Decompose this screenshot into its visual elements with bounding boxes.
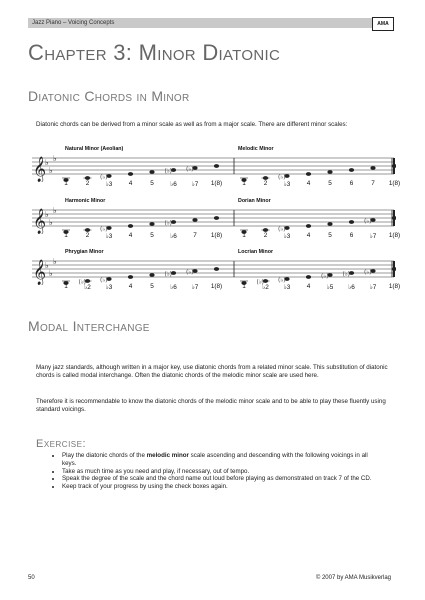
note-head	[306, 224, 311, 228]
key-signature-flat-icon: ♭	[53, 257, 57, 266]
note-head	[128, 224, 133, 228]
scale-degree: ♭6	[348, 284, 355, 291]
scale-label: Natural Minor (Aeolian)	[65, 146, 124, 152]
exercise-item: • Speak the degree of the scale and the chord name out loud before playing as demonstrated on track 7 of the CD.	[62, 475, 382, 483]
key-signature-flat-icon: ♭	[45, 158, 49, 167]
note-head	[192, 218, 197, 222]
treble-clef-icon: 𝄞	[33, 260, 47, 285]
intro-paragraph: Diatonic chords can be derived from a minor scale as well as from a major scale. There are different minor scales:	[36, 121, 348, 128]
note-head	[306, 172, 311, 176]
copyright: © 2007 by AMA Musikverlag	[315, 575, 391, 581]
scale-degree: 5	[328, 180, 332, 187]
flat-accidental-icon: (♭)	[342, 271, 351, 278]
scale-degree: 4	[128, 283, 133, 290]
section-title-modal-interchange: Modal Interchange	[28, 318, 150, 334]
note-head	[392, 164, 396, 168]
flat-accidental-icon: (♭)	[278, 277, 286, 284]
section-title-diatonic: Diatonic Chords in Minor	[28, 88, 190, 104]
note-head	[349, 168, 354, 172]
flat-accidental-icon: (♭)	[278, 226, 286, 233]
scale-degree: ♭2	[84, 284, 91, 291]
flat-accidental-icon: (♭)	[256, 279, 265, 285]
note-head	[128, 275, 133, 279]
scale-label: Harmonic Minor	[65, 198, 106, 204]
scale-degree: 4	[128, 180, 133, 187]
treble-clef-icon: 𝄞	[33, 157, 47, 182]
flat-accidental-icon: (♭)	[364, 218, 372, 225]
key-signature-flat-icon: ♭	[49, 269, 53, 278]
scale-degree: 5	[150, 232, 154, 239]
scale-degree: ♭3	[283, 233, 291, 240]
scale-degree: 2	[85, 180, 90, 187]
scale-degree: ♭3	[105, 284, 113, 291]
note-head	[349, 220, 354, 224]
exercise-list	[54, 452, 382, 491]
scale-degree: 1(8)	[388, 180, 401, 187]
scale-degree: 2	[85, 232, 90, 239]
note-head	[149, 222, 154, 226]
note-head	[370, 166, 375, 170]
scale-degree: ♭3	[283, 284, 291, 291]
scale-degree: 1(8)	[210, 232, 223, 239]
scale-degree: 6	[349, 180, 354, 187]
flat-accidental-icon: (♭)	[364, 269, 372, 276]
staff-row-3	[28, 249, 401, 297]
flat-accidental-icon: (♭)	[100, 174, 108, 181]
scale-degree: 1	[64, 232, 68, 239]
scale-degree: 5	[150, 283, 154, 290]
key-signature-flat-icon: ♭	[45, 210, 49, 219]
scale-degree: 1	[242, 180, 246, 187]
scale-degree: 2	[263, 180, 268, 187]
scale-degree: ♭7	[369, 233, 377, 240]
note-head	[327, 222, 332, 226]
scale-label: Melodic Minor	[238, 146, 274, 152]
note-head	[392, 267, 396, 271]
staff-row-2	[28, 198, 401, 246]
staff-notation	[28, 204, 396, 234]
flat-accidental-icon: (♭)	[186, 166, 194, 173]
scale-label: Dorian Minor	[238, 198, 271, 204]
scale-degree: 6	[349, 232, 354, 239]
flat-accidental-icon: (♭)	[164, 271, 173, 278]
scale-degree: ♭7	[369, 284, 377, 291]
scale-degree: ♭6	[170, 284, 177, 291]
page-number: 50	[28, 575, 35, 581]
staff-notation	[28, 255, 396, 285]
flat-accidental-icon: (♭)	[164, 168, 173, 175]
running-header: Jazz Piano – Voicing Concepts	[28, 18, 390, 28]
scale-degree: 5	[328, 232, 332, 239]
key-signature-flat-icon: ♭	[45, 261, 49, 270]
scale-degree: 5	[150, 180, 154, 187]
exercise-heading: Exercise:	[36, 438, 87, 450]
key-signature-flat-icon: ♭	[53, 154, 57, 163]
scale-degree: ♭3	[105, 233, 113, 240]
scale-label: Locrian Minor	[238, 249, 274, 255]
staff-notation	[28, 152, 396, 182]
flat-accidental-icon: (♭)	[278, 174, 286, 181]
note-head	[214, 267, 219, 271]
exercise-item: • Keep track of your progress by using the check boxes again.	[62, 483, 382, 491]
flat-accidental-icon: (♭)	[100, 277, 108, 284]
scale-degree: 1(8)	[388, 232, 401, 239]
scale-degree: 4	[306, 283, 311, 290]
scale-degree: 1	[64, 180, 68, 187]
scale-degree: 1	[64, 283, 68, 290]
scale-degree: 7	[371, 180, 375, 187]
scale-degree: 1(8)	[210, 180, 223, 187]
scale-degree: ♭3	[283, 181, 291, 188]
scale-degree: 4	[128, 232, 133, 239]
note-head	[306, 275, 311, 279]
publisher-logo: AMA	[372, 17, 394, 31]
scale-degree: 7	[193, 232, 197, 239]
scale-degree: 1	[242, 232, 246, 239]
note-head	[392, 216, 396, 220]
key-signature-flat-icon: ♭	[49, 166, 53, 175]
note-head	[149, 273, 154, 277]
note-head	[128, 172, 133, 176]
scale-degree: 4	[306, 232, 311, 239]
scale-degree: ♭2	[262, 284, 269, 291]
exercise-item: • Play the diatonic chords of the melodic minor scale ascending and descending with the following voicings in all keys.	[62, 452, 382, 468]
flat-accidental-icon: (♭)	[164, 220, 173, 227]
scale-degree: ♭6	[170, 181, 177, 188]
note-head	[327, 170, 332, 174]
flat-accidental-icon: (♭)	[100, 226, 108, 233]
scale-degree: 1	[242, 283, 246, 290]
scale-degree: ♭6	[170, 233, 177, 240]
note-head	[214, 164, 219, 168]
exercise-item: • Take as much time as you need and play, if necessary, out of tempo.	[62, 468, 382, 476]
scale-degree: 1(8)	[388, 283, 401, 290]
chapter-title: Chapter 3: Minor Diatonic	[28, 40, 281, 65]
scale-degree: 4	[306, 180, 311, 187]
scale-label: Phrygian Minor	[65, 249, 104, 255]
staff-row-1	[28, 146, 401, 194]
treble-clef-icon: 𝄞	[33, 209, 47, 234]
flat-accidental-icon: (♭)	[321, 273, 329, 280]
scale-degree: 1(8)	[210, 283, 223, 290]
scale-degree: 2	[263, 232, 268, 239]
flat-accidental-icon: (♭)	[78, 279, 87, 285]
scale-degree: ♭7	[191, 284, 199, 291]
note-head	[149, 170, 154, 174]
modal-paragraph-2: Therefore it is recommendable to know the diatonic chords of the melodic minor scale and to be able to play these fluently using standard voicings.	[36, 398, 386, 414]
note-head	[214, 216, 219, 220]
scale-degree: ♭3	[105, 181, 113, 188]
flat-accidental-icon: (♭)	[186, 269, 194, 276]
modal-paragraph-1: Many jazz standards, although written in a major key, use diatonic chords from a related minor scale. This substitution of diatonic chords is called modal interchange. Often the diatonic chords of the melodic minor scale are used here.	[36, 364, 388, 380]
scale-degree: ♭5	[326, 284, 334, 291]
key-signature-flat-icon: ♭	[49, 218, 53, 227]
key-signature-flat-icon: ♭	[53, 206, 57, 215]
scale-degree: ♭7	[191, 181, 199, 188]
